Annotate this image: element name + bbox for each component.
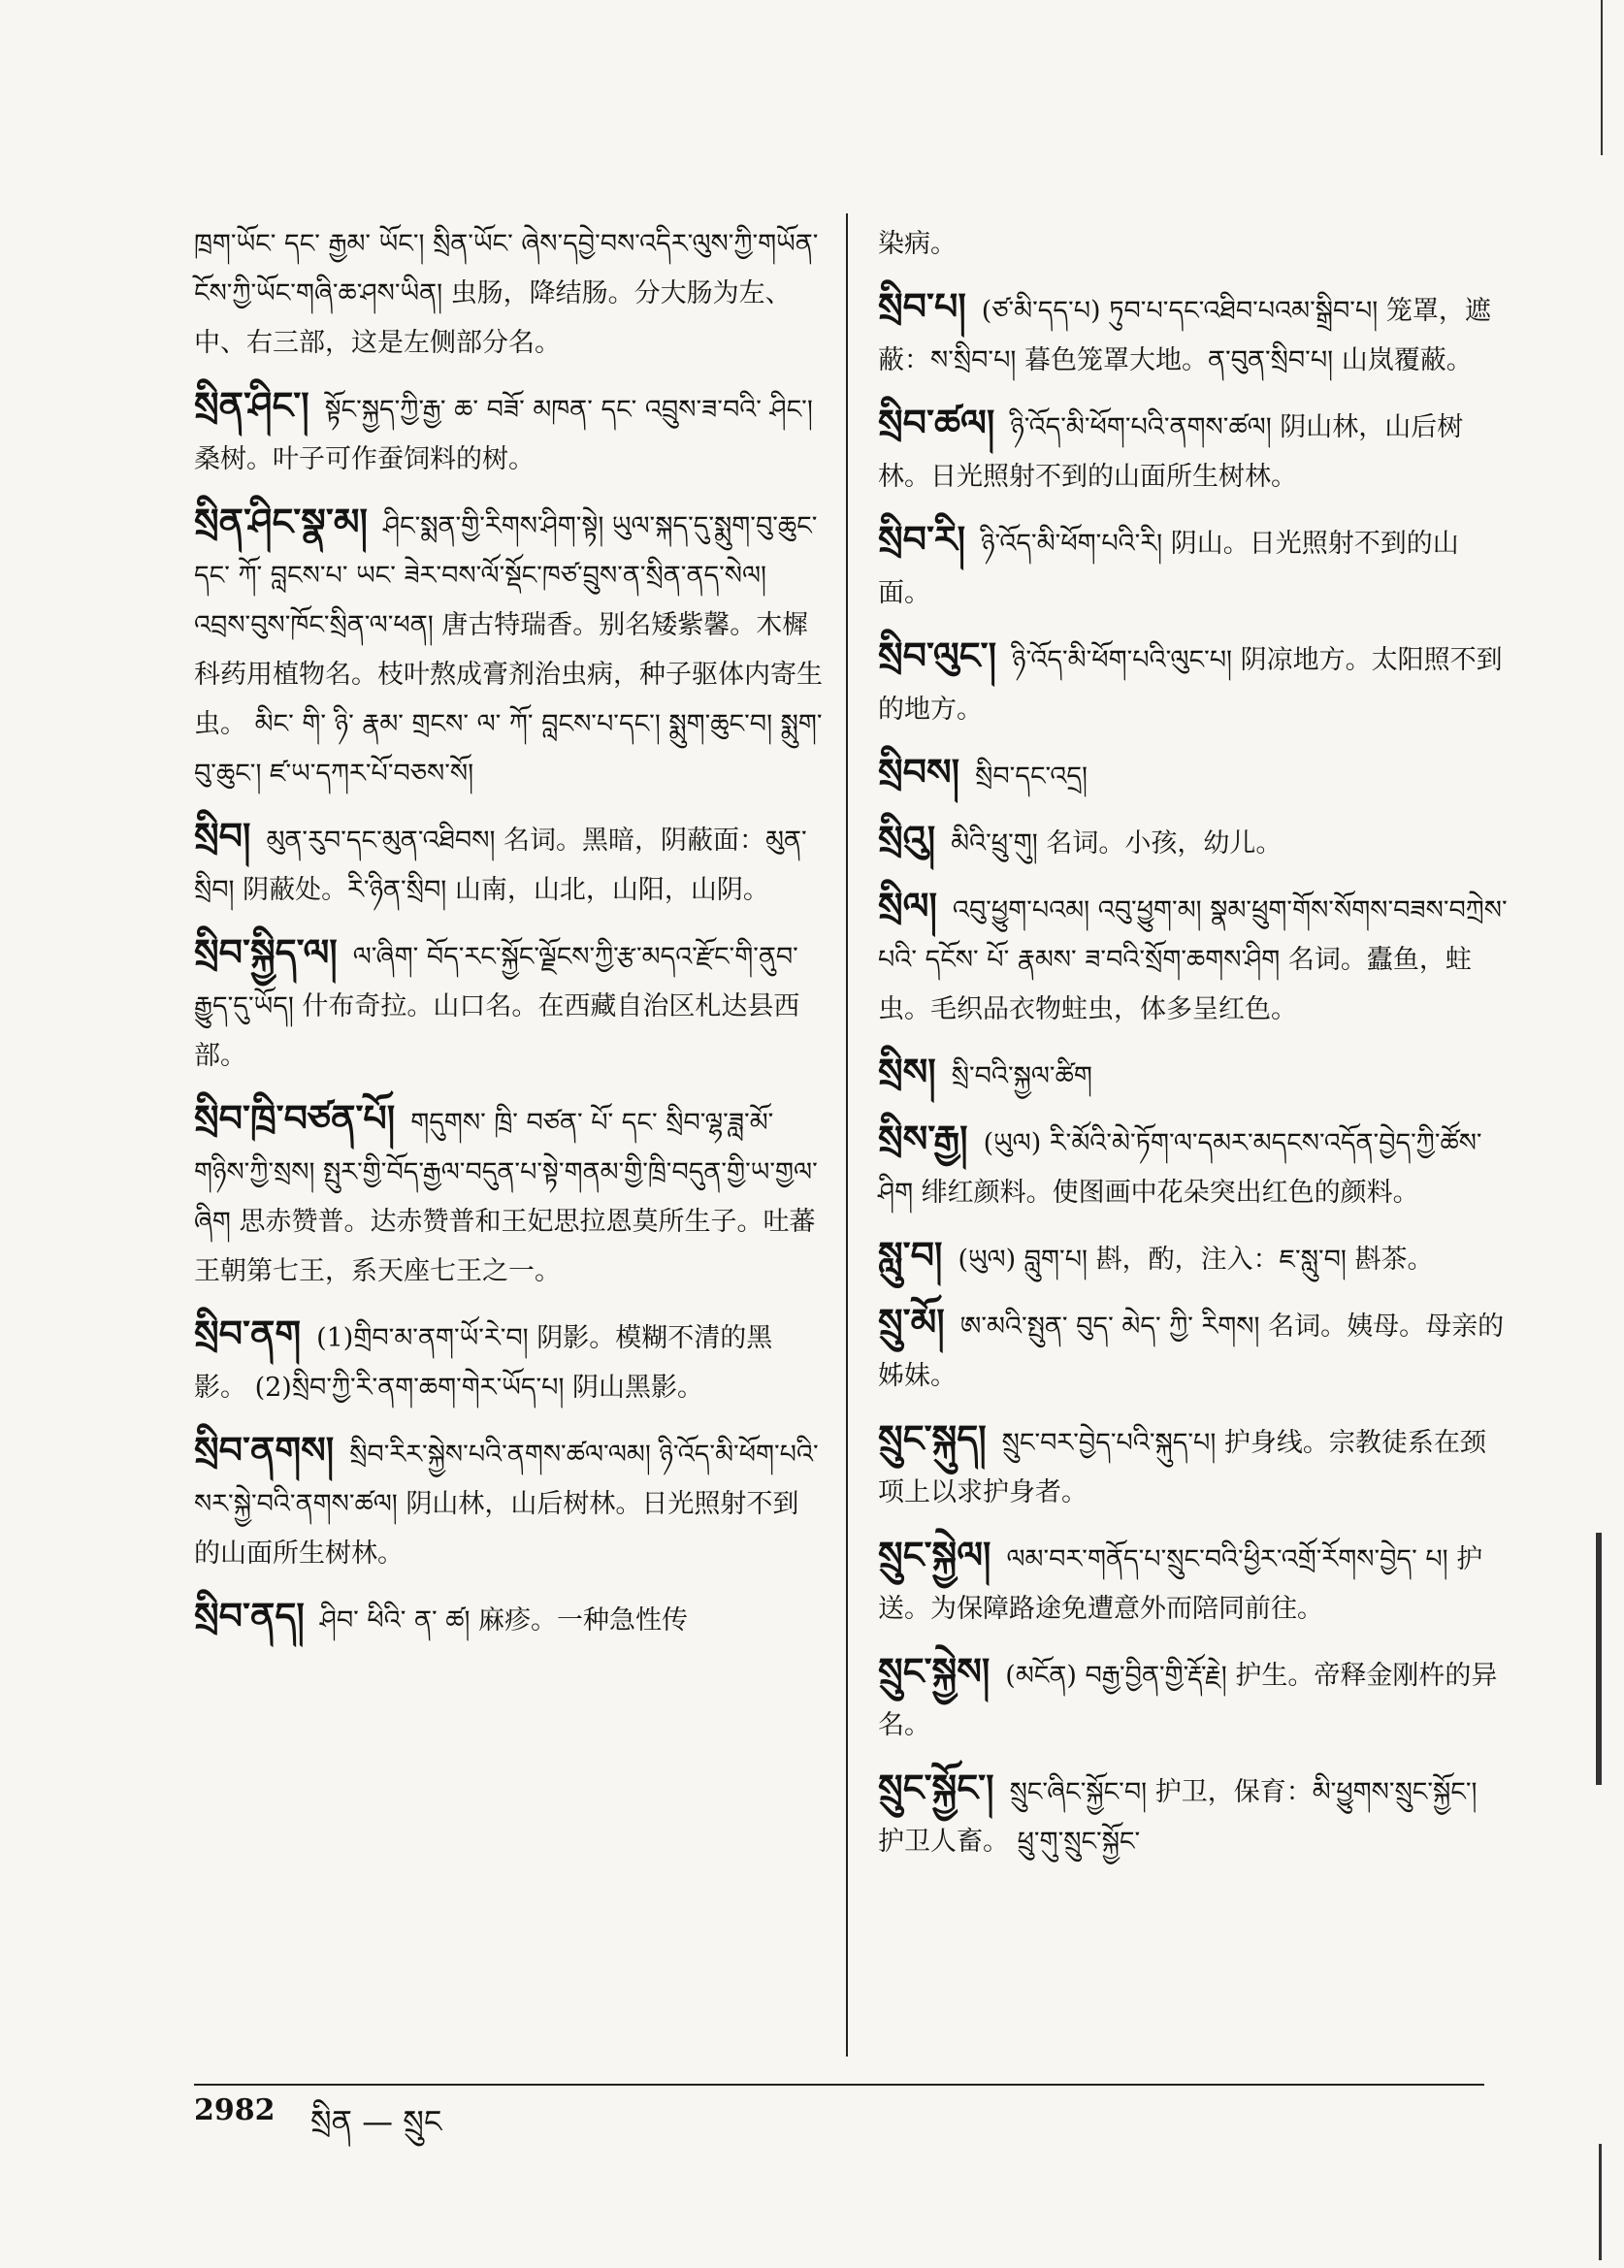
entry-headword: སྲུ་མོ། (878, 1301, 945, 1344)
entry-text: སྲིབ་རིར་སྐྱེས་པའི་ནགས་ཚལ་ལམ། ཉི་འོད་མི་ཕོག་པའི་སར་སྐྱེ་བའི་ནགས་ཚལ། 阴山林，山后树林。日光照射不到的山面所生树林。 (194, 1440, 819, 1569)
entry-text: ཤིབ་ ཕིའི་ ན་ ཚ། 麻疹。一种急性传 (319, 1605, 689, 1636)
entry-headword: སླུ་བ། (878, 1234, 943, 1277)
scan-edge-mark (1596, 1533, 1602, 1785)
entry-text: འབུ་ཕྱུག་པའམ། འབུ་ཕྱུག་མ། སྣམ་ཕྲུག་གོས་སོགས་བཟས་བཀྲེས་ པའི་ དངོས་ པོ་ རྣམས་ ཟ་བའི་སྲོག་ཆགས་ཤིག 名词。蠹鱼，蛀虫。毛织品衣物蛀虫，体多呈红色。 (878, 895, 1508, 1024)
dictionary-entry (878, 282, 1509, 385)
dictionary-entry (878, 1231, 1509, 1284)
entry-text: གདུགས་ ཁྲི་ བཙན་ པོ་ དང་ སྲིབ་ལྷ་ཟླ་མོ་གཉིས་ཀྱི་སྲས། སྤུར་གྱི་བོད་རྒྱལ་བདུན་པ་སྟེ་གནམ་གྱི་ཁྲི་བདུན་གྱི་ཡ་གྱལ་ཞིག 思赤赞普。达赤赞普和王妃思拉恩莫所生子。吐蕃王朝第七王，系天座七王之一。 (194, 1108, 818, 1286)
dictionary-entry (194, 928, 825, 1081)
entry-text: ལམ་བར་གནོད་པ་སྲུང་བའི་ཕྱིར་འགྲོ་རོགས་བྱེད་ པ། 护送。为保障路途免遭意外而陪同前往。 (878, 1544, 1483, 1624)
scan-edge-mark (1599, 2144, 1602, 2260)
entry-headword: སྲིབ་ནགས། (194, 1429, 335, 1472)
entry-text: (མངོན) བརྒྱ་བྱིན་གྱི་རྡོ་རྗེ། 护生。帝释金刚杵的异名。 (878, 1661, 1498, 1740)
footer-rule (194, 2084, 1484, 2086)
dictionary-entry (878, 1647, 1509, 1750)
dictionary-entry (194, 219, 825, 368)
entry-headword: སྲིལ། (878, 885, 937, 927)
dictionary-entry (878, 399, 1509, 502)
entry-headword: སྲིས་རྒྱ། (878, 1118, 968, 1160)
dictionary-entry (878, 219, 1509, 269)
entry-text: ཉི་འོད་མི་ཕོག་པའི་ལུང་པ། 阴凉地方。太阳照不到的地方。 (878, 645, 1503, 725)
dictionary-entry (878, 515, 1509, 618)
entry-text: (ཙ་མི་དད་པ) ཏུབ་པ་དང་འཐིབ་པའམ་སྒྲིབ་པ། 笼罩，遮蔽：ས་སྲིབ་པ། 暮色笼罩大地。ན་བུན་སྲིབ་པ། 山岚覆蔽。 (878, 296, 1491, 375)
dictionary-entry (194, 1094, 825, 1296)
dictionary-entry (878, 1764, 1509, 1866)
entry-text: སྲི་བའི་སྐྱལ་ཚིག (951, 1061, 1092, 1091)
entry-text: སྲུང་བར་བྱེད་པའི་སྐུད་པ། 护身线。宗教徒系在颈项上以求护身者。 (878, 1428, 1486, 1507)
entry-headword: སྲིའུ། (878, 818, 936, 860)
dictionary-entry (194, 1310, 825, 1412)
entry-headword: སྲིབ་ཚལ། (878, 402, 995, 444)
entry-text: སྲིབ་དང་འདྲ། (975, 761, 1088, 792)
column-divider (846, 213, 848, 2057)
dictionary-entry (878, 815, 1509, 868)
entry-text: ལ་ཞིག་ བོད་རང་སྐྱོང་ལྗོངས་ཀྱི་རྩ་མདའ་རྫོང་གི་ནུབ་རྒྱུད་དུ་ཡོད། 什布奇拉。山口名。在西藏自治区札达县西部。 (194, 942, 800, 1071)
entry-headword: སྲིབ། (194, 815, 251, 858)
entry-headword: སྲུང་སྐུད། (878, 1417, 987, 1460)
entry-headword: སྲིས། (878, 1051, 936, 1093)
right-column (878, 223, 1509, 1880)
entry-text: ཉི་འོད་མི་ཕོག་པའི་རི། 阴山。日光照射不到的山面。 (878, 529, 1459, 608)
entry-text: (1)གྲིབ་མ་ནག་ཡོ་རེ་བ། 阴影。模糊不清的黑影。 (2)སྲིབ་ཀྱི་རི་ནག་ཆག་གེར་ཡོད་པ། 阴山黑影。 (194, 1323, 773, 1403)
dictionary-entry (194, 381, 825, 484)
entry-text: ཤིང་སྨན་གྱི་རིགས་ཤིག་སྟེ། ཡུལ་སྐད་དུ་སྨུག་བུ་ཆུང་དང་ ཀོ་ བླངས་པ་ ཡང་ ཟེར་བས་ལོ་སྡོང་ཁཙ་བྲུས་ན་སྲིན་ནད་སེལ། འབྲས་བུས་ཁོང་སྲིན་ལ་ཕན། 唐古特瑞香。别名矮紫馨。木樨科药用植物名。枝叶熬成膏剂治虫病，种子驱体内寄生虫。 མིང་ གི་ ཉི་ རྣམ་ གྲངས་ ལ་ ཀོ་ བླངས་པ་དང་། སྨུག་ཆུང་བ། སྨུག་བུ་ཆུང་། ཛ་ཡ་དཀར་པོ་བཅས་སོ། (194, 511, 823, 789)
dictionary-entry (878, 882, 1509, 1034)
entry-headword: སྲིབ་ནད། (194, 1595, 305, 1637)
dictionary-entry (878, 1531, 1509, 1634)
entry-headword: སྲིན་ཤིང་། (194, 384, 309, 427)
entry-headword: སྲིན་ཤིང་སྣ་མ། (194, 501, 368, 543)
dictionary-entry (878, 748, 1509, 801)
dictionary-entry (878, 1298, 1509, 1401)
entry-headword: སྲིབ་ཁྲི་བཙན་པོ། (194, 1097, 396, 1140)
dictionary-entry (194, 812, 825, 915)
entry-headword: སྲུང་སྐྱོང་། (878, 1766, 994, 1809)
entry-text: མིའི་ཕྲུ་གུ། 名词。小孩，幼儿。 (951, 828, 1283, 859)
entry-text: ཁྲག་ཡོང་ དང་ རྒྱམ་ ཡོང་། སྲིན་ཡོང་ ཞེས་དབྱེ་བས་འདིར་ལུས་ཀྱི་གཡོན་ངོས་ཀྱི་ཡོང་གཞི་ཆ་ཤས་ཡིན། 虫肠，降结肠。分大肠为左、中、右三部，这是左侧部分名。 (194, 229, 819, 358)
entry-text: སྟོང་སྐྱད་ཀྱི་རྒྱ་ ཆ་ བཟོ་ མཁན་ དང་ འབྲུས་ཟ་བའི་ ཤིང་། 桑树。叶子可作蚕饲料的树。 (194, 395, 813, 474)
entry-headword: སྲིབ་རི། (878, 518, 966, 561)
entry-headword: སྲུང་སྐྱེལ། (878, 1534, 991, 1576)
entry-text: མུན་རུབ་དང་མུན་འཐིབས། 名词。黑暗，阴蔽面：མུན་སྲིབ། 阴蔽处。རི་ཉིན་སྲིབ། 山南，山北，山阳，山阴。 (194, 826, 807, 905)
entry-headword: སྲིབ་པ། (878, 285, 966, 328)
entry-headword: སྲུང་སྐྱེས། (878, 1650, 991, 1693)
dictionary-entry (194, 1592, 825, 1645)
dictionary-entry (194, 498, 825, 798)
entry-text: 染病。 (878, 229, 957, 259)
dictionary-entry (878, 1414, 1509, 1517)
entry-text: (ཡུལ) བླུག་པ། 斟，酌，注入：ཇ་སླུ་བ། 斟茶。 (958, 1245, 1434, 1275)
scan-edge-mark (1601, 0, 1603, 155)
running-head: སྲིན — སྲུང (310, 2103, 442, 2140)
entry-text: སྲུང་ཞིང་སྐྱོང་བ། 护卫，保育：མི་ཕྱུགས་སྲུང་སྐྱོང་། 护卫人畜。 ཕྲུ་གུ་སྲུང་སྐྱོང་ (878, 1777, 1478, 1857)
entry-headword: སྲིབ་ནག (194, 1312, 302, 1355)
entry-text: (ཡུལ) རི་མོའི་མེ་ཏོག་ལ་དམར་མདངས་འདོན་བྱེད་ཀྱི་ཚོས་ཤིག 绯红颜料。使图画中花朵突出红色的颜料。 (878, 1128, 1482, 1208)
dictionary-entry (878, 632, 1509, 734)
entry-text: ཉི་འོད་མི་ཕོག་པའི་ནགས་ཚལ། 阴山林，山后树林。日光照射不到的山面所生树林。 (878, 412, 1464, 492)
entry-headword: སྲིབ་ལུང་། (878, 634, 997, 677)
dictionary-entry (878, 1048, 1509, 1101)
entry-headword: སྲིབ་སྐྱིད་ལ། (194, 931, 338, 974)
entry-text: ཨ་མའི་སྤུན་ བུད་ མེད་ ཀྱི་ རིགས། 名词。姨母。母亲的姊妹。 (878, 1312, 1505, 1391)
entry-headword: སྲིབས། (878, 751, 960, 794)
dictionary-entry (194, 1426, 825, 1578)
dictionary-entry (878, 1115, 1509, 1217)
left-column (194, 223, 825, 1659)
page-number: 2982 (194, 2093, 276, 2127)
